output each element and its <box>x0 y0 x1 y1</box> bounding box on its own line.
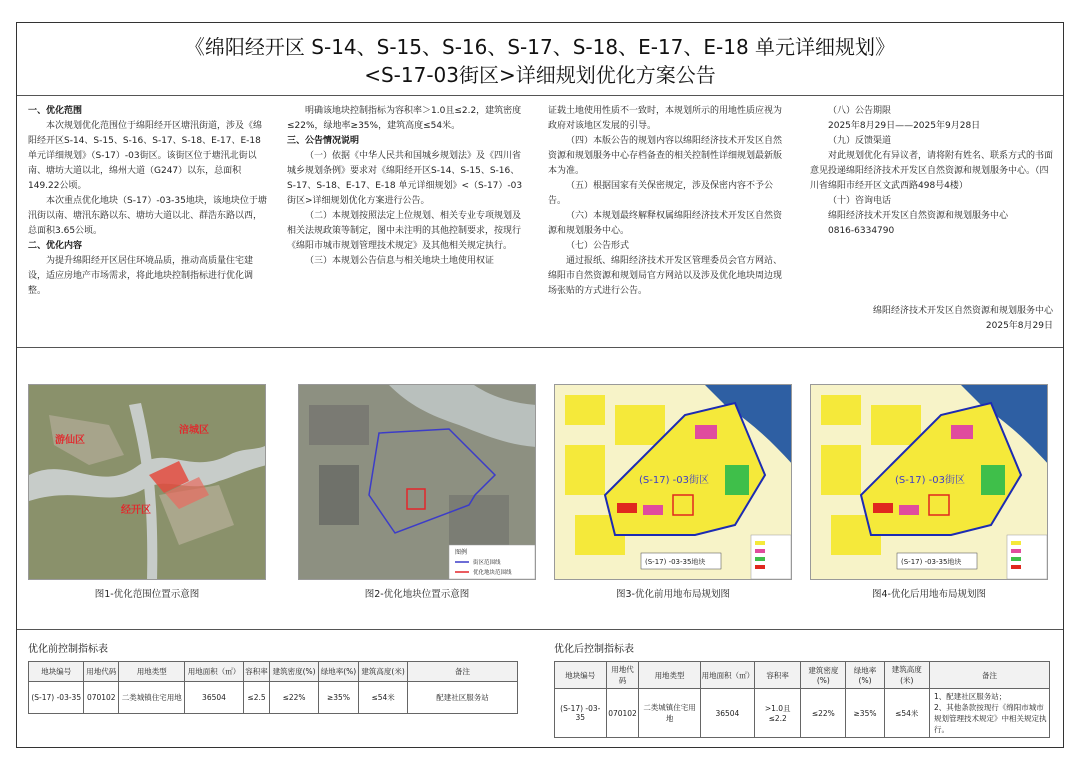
text-column-4 <box>810 104 1053 239</box>
fig2-legend-item-1: 街区范围线 <box>473 560 501 566</box>
fig4-plot-label: (S-17) -03-35地块 <box>901 558 962 566</box>
table-cell: (S-17) -03-35 <box>29 682 84 714</box>
figure-2-caption: 图2-优化地块位置示意图 <box>364 589 470 600</box>
col-header: 用地面积（㎡） <box>700 662 755 689</box>
col4-paragraph: （八）公告期限 <box>828 106 892 116</box>
col1-paragraph: 本次重点优化地块（S-17）-03-35地块，该地块位于塘汛街以南、塘汛东路以东、塘坊大道以北、群浩东路以西，总面积3.65公顷。 <box>28 196 267 236</box>
figure-3-map <box>554 384 792 580</box>
fig3-plot-label: (S-17) -03-35地块 <box>645 558 706 566</box>
fig1-label-fucheng: 涪城区 <box>179 425 209 436</box>
signature-date: 2025年8月29日 <box>985 321 1053 331</box>
col3-paragraph: （五）根据国家有关保密规定，涉及保密内容不予公告。 <box>548 181 774 206</box>
table-before-title: 优化前控制指标表 <box>28 644 108 655</box>
col4-paragraph: 绵阳经济技术开发区自然资源和规划服务中心 <box>828 211 1009 221</box>
table-before-header-row <box>29 662 518 682</box>
col-header: 绿地率(%) <box>846 662 884 689</box>
table-cell: ≤54米 <box>359 682 408 714</box>
note-line: 1、配建社区服务站； <box>934 692 1007 701</box>
col2-paragraph: 明确该地块控制指标为容积率＞1.0且≤2.2，建筑密度≤22%，绿地率≥35%，建筑高度≤54米。 <box>287 106 522 131</box>
table-cell: 36504 <box>700 689 755 738</box>
fig2-legend-title: 图例 <box>455 549 468 556</box>
figure-4-caption: 图4-优化后用地布局规划图 <box>872 589 986 600</box>
table-cell: 36504 <box>185 682 243 714</box>
col-header: 建筑密度(%) <box>801 662 846 689</box>
table-after-title: 优化后控制指标表 <box>554 644 634 655</box>
col2-paragraph: 三、公告情况说明 <box>287 136 360 146</box>
fig2-legend-item-2: 优化地块范围线 <box>473 570 512 576</box>
table-cell: 配建社区服务站 <box>408 682 518 714</box>
figure-1 <box>28 384 266 600</box>
col-header: 用地代码 <box>606 662 639 689</box>
col4-paragraph: 对此规划优化有异议者，请将附有姓名、联系方式的书面意见投递绵阳经济技术开发区自然资源和规划服务中心。（四川省绵阳市经开区文武西路498号4楼） <box>810 151 1054 191</box>
table-cell: 070102 <box>84 682 119 714</box>
table-cell: 二类城镇住宅用地 <box>119 682 185 714</box>
col3-paragraph: （六）本规划最终解释权属绵阳经济技术开发区自然资源和规划服务中心。 <box>548 211 783 236</box>
fig3-district-label: (S-17) -03街区 <box>639 475 709 486</box>
col3-paragraph: （四）本版公告的规划内容以绵阳经济技术开发区自然资源和规划服务中心存档备查的相关控制性详细规划最新版本为准。 <box>548 136 783 176</box>
table-cell: 二类城镇住宅用地 <box>639 689 700 738</box>
table-row <box>555 689 1050 738</box>
col-header: 建筑密度(%) <box>270 662 318 682</box>
table-cell: 070102 <box>606 689 639 738</box>
figure-3-caption: 图3-优化前用地布局规划图 <box>616 589 730 600</box>
col3-paragraph: 通过报纸、绵阳经济技术开发区管理委员会官方网站、绵阳市自然资源和规划局官方网站以及涉及优化地块周边现场张贴的方式进行公告。 <box>548 256 783 296</box>
col-header: 用地类型 <box>119 662 185 682</box>
text-column-3 <box>548 104 788 299</box>
text-column-1 <box>28 104 268 299</box>
col-header: 容积率 <box>243 662 270 682</box>
col-header: 建筑高度(米) <box>359 662 408 682</box>
table-after-block <box>554 640 1050 738</box>
text-column-2 <box>287 104 527 269</box>
col4-paragraph: 0816-6334790 <box>828 226 895 236</box>
title-line-1: 《绵阳经开区 S-14、S-15、S-16、S-17、S-18、E-17、E-18 单元详细规划》 <box>184 35 896 59</box>
col-header: 用地代码 <box>84 662 119 682</box>
col-header: 用地面积（㎡） <box>185 662 243 682</box>
table-cell: (S-17) -03-35 <box>555 689 607 738</box>
col-header: 用地类型 <box>639 662 700 689</box>
figure-1-map <box>28 384 266 580</box>
col2-paragraph: （二）本规划按照法定上位规划、相关专业专项规划及相关法规政策等制定，图中未注明的其他控制要求，按现行《绵阳市城市规划管理技术规定》及其他相关规定执行。 <box>287 211 522 251</box>
divider-top <box>17 95 1063 96</box>
table-after-header-row <box>555 662 1050 689</box>
signature-block <box>810 304 1053 334</box>
divider-middle <box>17 347 1063 348</box>
figure-3 <box>554 384 792 600</box>
col-header: 备注 <box>930 662 1050 689</box>
figure-2-map <box>298 384 536 580</box>
col1-paragraph: 本次规划优化范围位于绵阳经开区塘汛街道，涉及《绵阳经开区S-14、S-15、S-16、S-17、S-18、E-17、E-18单元详细规划》（S-17）-03街区。该街区位于塘汛北街以南、塘坊大道以北，绵州大道（G247）以东，总面积149.22公顷。 <box>28 121 263 191</box>
col2-paragraph: （三）本规划公告信息与相关地块土地使用权证 <box>305 256 495 266</box>
figure-1-caption: 图1-优化范围位置示意图 <box>94 589 200 600</box>
col1-paragraph: 一、优化范围 <box>28 106 83 116</box>
col3-paragraph: 证载土地使用性质不一致时，本规划所示的用地性质应视为政府对该地区发展的引导。 <box>548 106 783 131</box>
table-cell: >1.0且≤2.2 <box>755 689 801 738</box>
col-header: 建筑高度(米) <box>884 662 929 689</box>
table-cell: ≥35% <box>318 682 358 714</box>
title-line-2: <S-17-03街区>详细规划优化方案公告 <box>364 63 716 87</box>
page-title <box>17 33 1063 89</box>
col1-paragraph: 二、优化内容 <box>28 241 83 251</box>
col1-paragraph: 为提升绵阳经开区居住环境品质，推动高质量住宅建设，适应房地产市场需求，将此地块控制指标进行优化调整。 <box>28 256 254 296</box>
table-note-cell <box>930 689 1050 738</box>
table-row <box>29 682 518 714</box>
table-cell: ≤2.5 <box>243 682 270 714</box>
figure-4 <box>810 384 1048 600</box>
col4-paragraph: 2025年8月29日——2025年9月28日 <box>828 121 981 131</box>
table-cell: ≥35% <box>846 689 884 738</box>
fig4-district-label: (S-17) -03街区 <box>895 475 965 486</box>
table-before <box>28 661 518 714</box>
signature-org: 绵阳经济技术开发区自然资源和规划服务中心 <box>872 306 1053 316</box>
figure-4-map <box>810 384 1048 580</box>
table-before-block <box>28 640 518 714</box>
col4-paragraph: （九）反馈渠道 <box>828 136 892 146</box>
figure-2 <box>298 384 536 600</box>
col4-paragraph: （十）咨询电话 <box>828 196 892 206</box>
note-line: 2、其他条款按现行《绵阳市城市规划管理技术规定》中相关规定执行。 <box>934 703 1047 734</box>
divider-bottom <box>17 629 1063 630</box>
col-header: 绿地率(%) <box>318 662 358 682</box>
col-header: 备注 <box>408 662 518 682</box>
col-header: 地块编号 <box>555 662 607 689</box>
fig1-label-jingkai: 经开区 <box>121 505 151 516</box>
fig1-label-youxian: 游仙区 <box>55 435 85 446</box>
col-header: 容积率 <box>755 662 801 689</box>
col2-paragraph: （一）依据《中华人民共和国城乡规划法》及《四川省城乡规划条例》要求对《绵阳经开区S-14、S-15、S-16、S-17、S-18、E-17、E-18 单元详细规划》<（S-17）-03街区>详细规划优化方案进行公告。 <box>287 151 523 206</box>
table-after <box>554 661 1050 738</box>
col-header: 地块编号 <box>29 662 84 682</box>
table-cell: ≤54米 <box>884 689 929 738</box>
table-cell: ≤22% <box>270 682 318 714</box>
table-cell: ≤22% <box>801 689 846 738</box>
col3-paragraph: （七）公告形式 <box>566 241 630 251</box>
